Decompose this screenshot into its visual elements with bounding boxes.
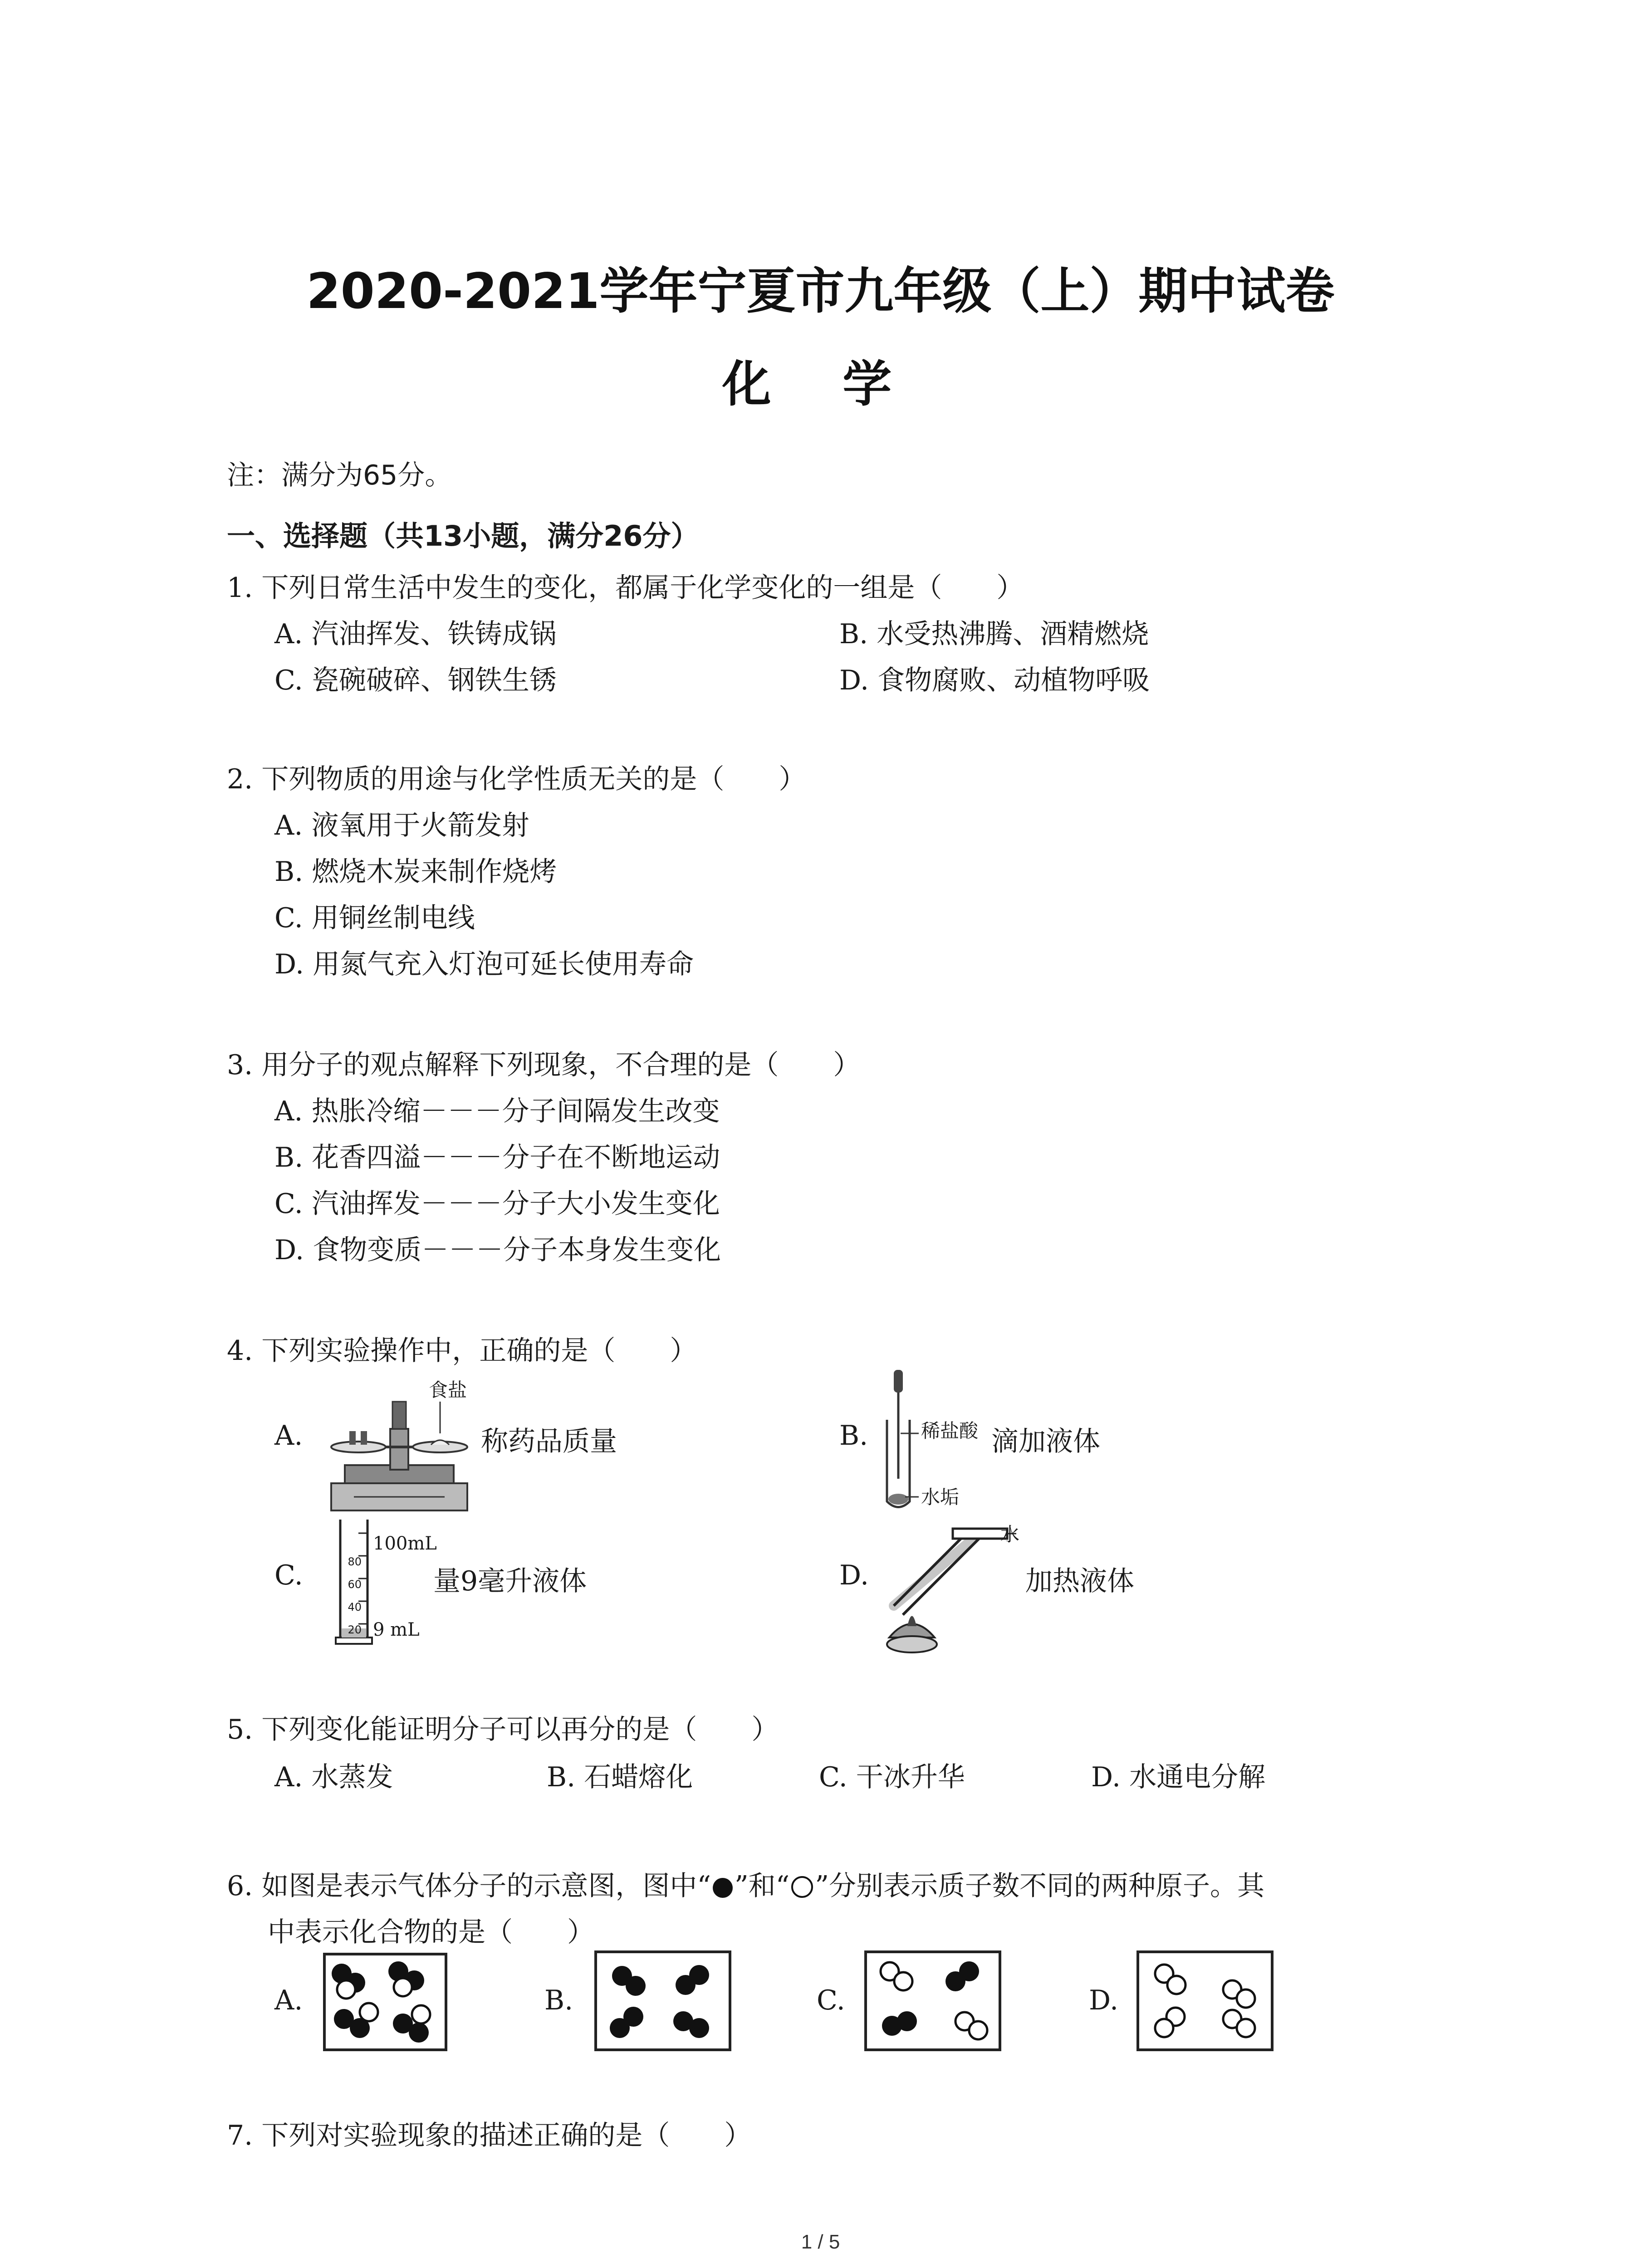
molecule-box-b (594, 1950, 731, 2051)
page-number: 1 / 5 (801, 2231, 840, 2253)
question-2-option-b: B. 燃烧木炭来制作烧烤 (274, 856, 557, 888)
question-4-option-d-letter: D. (839, 1559, 869, 1591)
question-3-stem: 3. 用分子的观点解释下列现象，不合理的是（ ） (227, 1049, 861, 1081)
question-6-stem-part1: 6. 如图是表示气体分子的示意图，图中“ (227, 1870, 711, 1902)
molecule-diagram-b (597, 1953, 729, 2048)
question-2-option-c: C. 用铜丝制电线 (274, 902, 475, 934)
question-4-option-c-letter: C. (274, 1559, 303, 1591)
black-atom-icon (713, 1878, 733, 1898)
cylinder-ticks (338, 1550, 362, 1641)
question-6-option-c-letter: C. (817, 1984, 845, 2016)
question-1-stem: 1. 下列日常生活中发生的变化，都属于化学变化的一组是（ ） (227, 572, 1024, 604)
question-6-stem-part3: ”分别表示质子数不同的两种原子。其 (815, 1870, 1265, 1902)
cylinder-label-capacity: 100mL (373, 1533, 437, 1554)
question-1-option-b: B. 水受热沸腾、酒精燃烧 (839, 618, 1149, 650)
question-4-option-b-text: 滴加液体 (991, 1426, 1100, 1457)
question-6-option-b-letter: B. (544, 1984, 573, 2016)
molecule-box-d (1136, 1950, 1274, 2051)
question-5-option-b: B. 石蜡熔化 (547, 1761, 693, 1793)
question-4-stem: 4. 下列实验操作中，正确的是（ ） (227, 1335, 697, 1367)
score-note: 注：满分为65分。 (227, 459, 452, 491)
question-4-option-a-text: 称药品质量 (481, 1426, 617, 1457)
question-6-stem (227, 1864, 1264, 1903)
molecule-diagram-d (1139, 1953, 1271, 2048)
question-6-stem-part2: ”和“ (735, 1870, 790, 1902)
question-7-stem: 7. 下列对实验现象的描述正确的是（ ） (227, 2120, 752, 2151)
question-3-option-d: D. 食物变质－－－分子本身发生变化 (274, 1234, 721, 1266)
question-1-option-c: C. 瓷碗破碎、钢铁生锈 (274, 665, 557, 696)
question-3-option-a: A. 热胀冷缩－－－分子间隔发生改变 (274, 1095, 720, 1127)
question-4-option-c-text: 量9毫升液体 (433, 1565, 587, 1597)
subject-title: 化 学 (722, 356, 919, 413)
question-6-stem-line2: 中表示化合物的是（ ） (268, 1916, 594, 1948)
molecule-diagram-c (867, 1953, 999, 2048)
cylinder-tick-40: 40 (348, 1601, 362, 1613)
dropper-label-scale: 水垢 (921, 1486, 960, 1508)
question-2-option-a: A. 液氧用于火箭发射 (274, 810, 529, 841)
molecule-box-a (323, 1953, 447, 2051)
question-6-option-d-letter: D. (1089, 1984, 1119, 2016)
white-atom-icon (791, 1876, 813, 1898)
question-3-option-c: C. 汽油挥发－－－分子大小发生变化 (274, 1188, 720, 1220)
question-5-option-c: C. 干冰升华 (819, 1761, 965, 1793)
cylinder-tick-20: 20 (348, 1623, 362, 1636)
molecule-box-c (864, 1950, 1001, 2051)
balance-label-salt: 食盐 (429, 1379, 467, 1401)
question-1-option-a: A. 汽油挥发、铁铸成锅 (274, 618, 557, 650)
question-6-option-a-letter: A. (274, 1984, 303, 2016)
question-4-option-a-letter: A. (274, 1420, 303, 1452)
cylinder-label-volume: 9 mL (373, 1619, 420, 1640)
question-5-stem: 5. 下列变化能证明分子可以再分的是（ ） (227, 1714, 779, 1745)
question-5-option-a: A. 水蒸发 (274, 1761, 393, 1793)
section-heading: 一、选择题（共13小题，满分26分） (227, 519, 699, 552)
question-2-option-d: D. 用氮气充入灯泡可延长使用寿命 (274, 948, 694, 980)
question-1-option-d: D. 食物腐败、动植物呼吸 (839, 665, 1150, 696)
heating-label-water: 水 (1000, 1523, 1020, 1545)
question-5-option-d: D. 水通电分解 (1091, 1761, 1266, 1793)
question-4-option-d-text: 加热液体 (1025, 1565, 1134, 1597)
cylinder-tick-60: 60 (348, 1578, 362, 1591)
exam-title: 2020-2021学年宁夏市九年级（上）期中试卷 (306, 263, 1335, 320)
dropper-label-acid: 稀盐酸 (921, 1420, 979, 1442)
molecule-diagram-a (326, 1955, 445, 2048)
question-2-stem: 2. 下列物质的用途与化学性质无关的是（ ） (227, 763, 806, 795)
question-4-option-b-letter: B. (839, 1420, 868, 1452)
cylinder-tick-80: 80 (348, 1555, 362, 1568)
question-3-option-b: B. 花香四溢－－－分子在不断地运动 (274, 1142, 720, 1173)
